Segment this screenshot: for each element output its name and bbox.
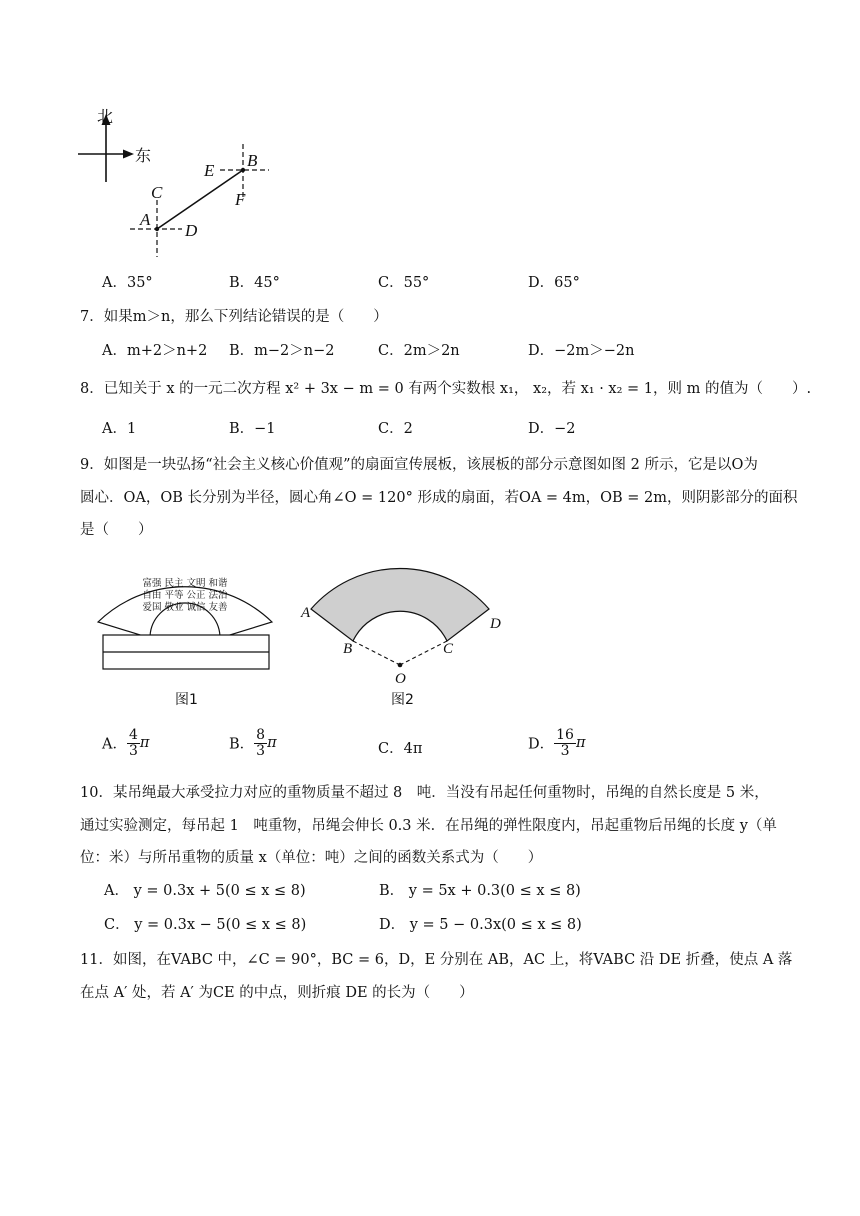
- q9-line-2: 圆心．OA，OB 长分别为半径，圆心角∠O = 120° 形成的扇面，若OA = 4m，OB = 2m，则阴影部分的面积: [80, 490, 798, 506]
- q7-option-a: A．m+2＞n+2: [102, 343, 208, 359]
- q10-line-3: 位：米）与所吊重物的质量 x（单位：吨）之间的函数关系式为（ ）: [80, 850, 543, 866]
- sector-figure: [295, 555, 520, 715]
- north-label: 北: [97, 107, 114, 126]
- q8-option-b: B．−1: [229, 421, 276, 437]
- q11-line-1: 11．如图，在VABC 中，∠C = 90°，BC = 6，D，E 分别在 AB，AC 上，将VABC 沿 DE 折叠，使点 A 落: [80, 952, 793, 968]
- q7-option-d: D．−2m＞−2n: [528, 343, 635, 359]
- figure-2-caption: 图2: [391, 692, 414, 708]
- fan-row-2: 自由 平等 公正 法治: [142, 590, 228, 601]
- q11-line-2: 在点 A′ 处，若 A′ 为CE 的中点，则折痕 DE 的长为（ ）: [80, 985, 474, 1001]
- point-E: E: [204, 161, 215, 180]
- q7-stem: 7．如果m＞n，那么下列结论错误的是（ ）: [80, 309, 388, 325]
- q10-option-c: C． y = 0.3x − 5(0 ≤ x ≤ 8): [104, 917, 307, 933]
- q10-line-1: 10．某吊绳最大承受拉力对应的重物质量不超过 8 吨．当没有吊起任何重物时，吊绳的自然长度是 5 米，: [80, 785, 769, 801]
- q8-option-d: D．−2: [528, 421, 576, 437]
- q9-option-a: A． $\frac{4}{3}$ π: [102, 727, 150, 759]
- sector-point-C: C: [443, 641, 454, 657]
- q6-option-b: B．45°: [229, 275, 280, 291]
- sector-point-D: D: [490, 616, 501, 632]
- q8-option-c: C．2: [378, 421, 413, 437]
- q9-option-d: D． $\frac{16}{3}$ π: [528, 727, 586, 759]
- fan-board-figure: [95, 560, 280, 712]
- compass-figure: [70, 100, 280, 265]
- q8-option-a: A．1: [102, 421, 137, 437]
- q9-line-3: 是（ ）: [80, 522, 153, 538]
- sector-point-B: B: [343, 641, 353, 657]
- sector-point-A: A: [301, 605, 311, 621]
- fan-row-3: 爱国 敬业 诚信 友善: [142, 602, 228, 613]
- q9-option-c: C．4π: [378, 741, 423, 757]
- fan-row-1: 富强 民主 文明 和谐: [142, 578, 228, 589]
- q7-option-b: B．m−2＞n−2: [229, 343, 335, 359]
- q10-option-a: A． y = 0.3x + 5(0 ≤ x ≤ 8): [104, 883, 306, 899]
- point-D: D: [185, 221, 198, 240]
- point-C: C: [151, 183, 163, 202]
- figure-1-caption: 图1: [175, 692, 198, 708]
- q10-line-2: 通过实验测定，每吊起 1 吨重物，吊绳会伸长 0.3 米．在吊绳的弹性限度内，吊起重物后吊绳的长度 y（单: [80, 818, 777, 834]
- q10-option-d: D． y = 5 − 0.3x(0 ≤ x ≤ 8): [379, 917, 582, 933]
- q8-stem: 8．已知关于 x 的一元二次方程 x² + 3x − m = 0 有两个实数根 x₁， x₂，若 x₁ · x₂ = 1，则 m 的值为（ ）.: [80, 381, 812, 397]
- q6-option-a: A．35°: [102, 275, 153, 291]
- east-label: 东: [135, 146, 152, 165]
- sector-point-O: O: [395, 671, 406, 687]
- q6-option-c: C．55°: [378, 275, 430, 291]
- q9-line-1: 9．如图是一块弘扬“社会主义核心价值观”的扇面宣传展板，该展板的部分示意图如图 2 所示，它是以O为: [80, 457, 758, 473]
- q7-option-c: C．2m＞2n: [378, 343, 460, 359]
- point-A: A: [140, 210, 151, 229]
- q9-option-b: B． $\frac{8}{3}$ π: [229, 727, 277, 759]
- point-B: B: [247, 151, 258, 170]
- point-F: F: [235, 190, 246, 209]
- q6-option-d: D．65°: [528, 275, 580, 291]
- q10-option-b: B． y = 5x + 0.3(0 ≤ x ≤ 8): [379, 883, 581, 899]
